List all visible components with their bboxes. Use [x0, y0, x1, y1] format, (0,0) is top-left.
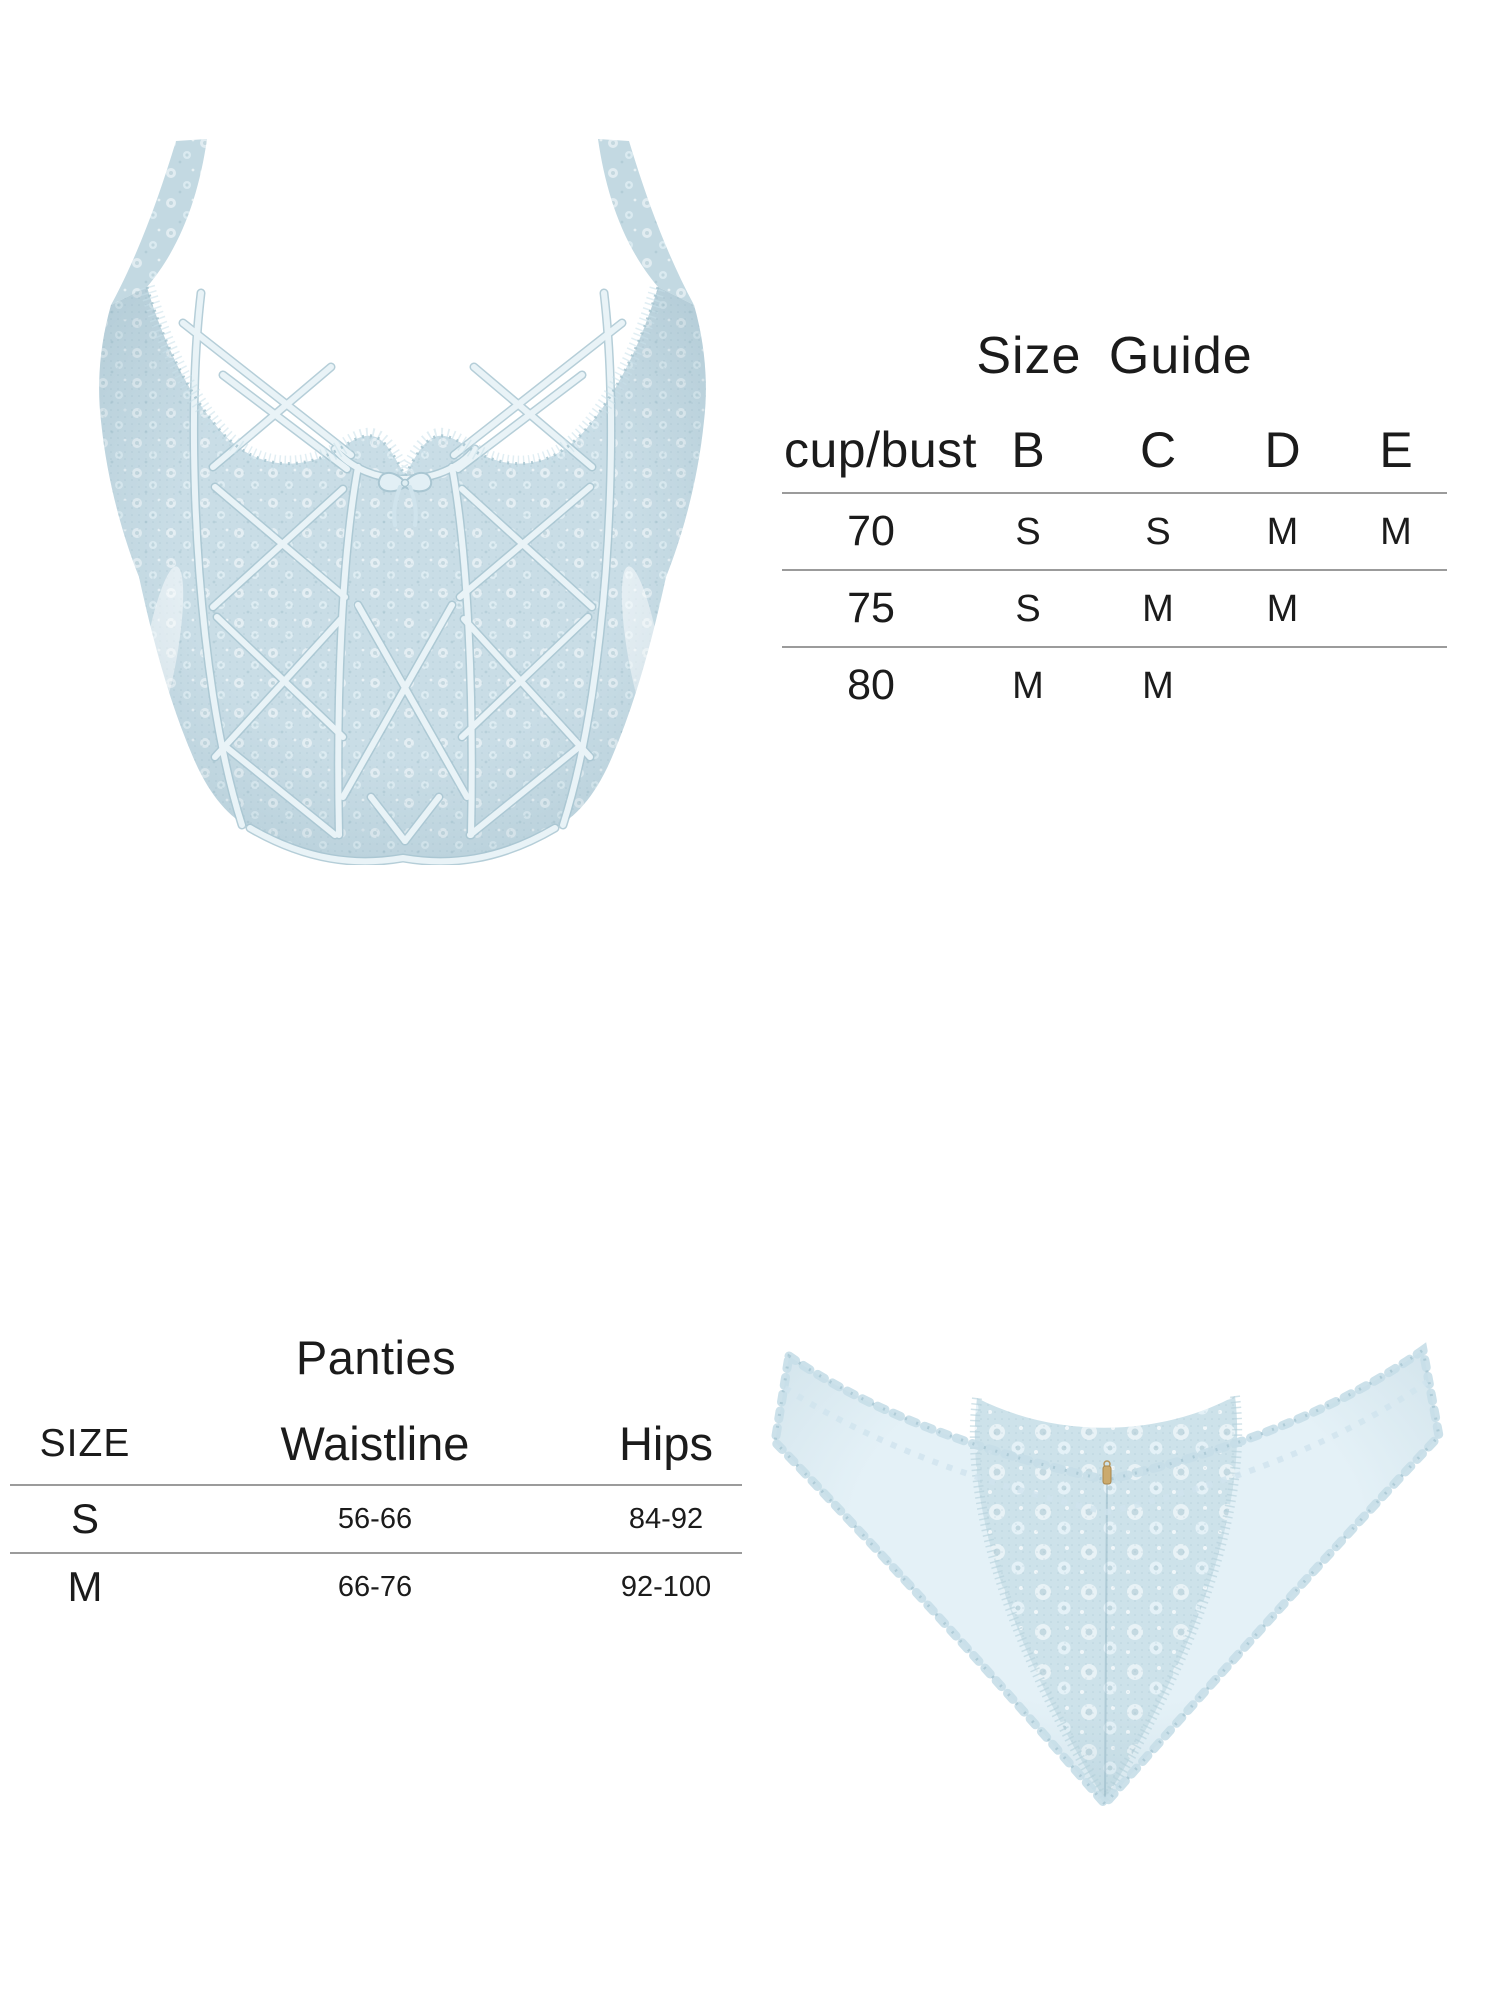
size-guide-col-c: C	[1139, 422, 1177, 478]
size-guide-title: Size Guide	[976, 327, 1253, 385]
panties-header-row	[10, 1402, 742, 1484]
cell-70-d: M	[1266, 510, 1299, 553]
cell-75-b: S	[1015, 587, 1041, 630]
corset-body	[99, 287, 706, 861]
panties-size-table	[10, 1402, 742, 1620]
size-guide-col-b: B	[1011, 422, 1045, 478]
panties-col-waistline: Waistline	[280, 1416, 470, 1470]
table-row	[782, 569, 1447, 646]
cell-size-m: M	[67, 1563, 103, 1610]
cell-70-c: S	[1145, 510, 1171, 553]
corset-straps	[111, 139, 694, 305]
size-guide-table	[782, 408, 1447, 723]
cell-m-waistline: 66-76	[337, 1570, 413, 1603]
table-row	[782, 492, 1447, 569]
cell-size-s: S	[70, 1495, 99, 1542]
size-guide-col-d: D	[1264, 422, 1301, 478]
table-row	[10, 1552, 742, 1620]
cell-bust-70: 70	[847, 507, 895, 555]
panties-product-image	[755, 1340, 1455, 1820]
cell-75-d: M	[1266, 587, 1299, 630]
corset-illustration	[95, 135, 710, 865]
size-guide-col-e: E	[1379, 422, 1413, 478]
cell-s-hips: 84-92	[628, 1502, 704, 1535]
cell-80-b: M	[1012, 664, 1044, 707]
cell-bust-75: 75	[847, 584, 895, 632]
table-row	[10, 1484, 742, 1552]
size-guide-header-row	[782, 408, 1447, 492]
panties-illustration	[755, 1340, 1455, 1820]
cell-s-waistline: 56-66	[337, 1502, 413, 1535]
cell-75-c: M	[1142, 587, 1174, 630]
cell-bust-80: 80	[847, 661, 895, 709]
corset-product-image	[95, 135, 710, 865]
cell-70-e: M	[1380, 510, 1412, 553]
cell-m-hips: 92-100	[620, 1570, 712, 1603]
panties-col-hips: Hips	[618, 1416, 714, 1470]
table-row	[782, 646, 1447, 723]
panties-col-size: SIZE	[39, 1421, 131, 1465]
cell-70-b: S	[1015, 510, 1041, 553]
size-guide-col-cup-bust: cup/bust	[784, 422, 978, 478]
panties-title: Panties	[295, 1331, 457, 1384]
cell-80-c: M	[1142, 664, 1174, 707]
